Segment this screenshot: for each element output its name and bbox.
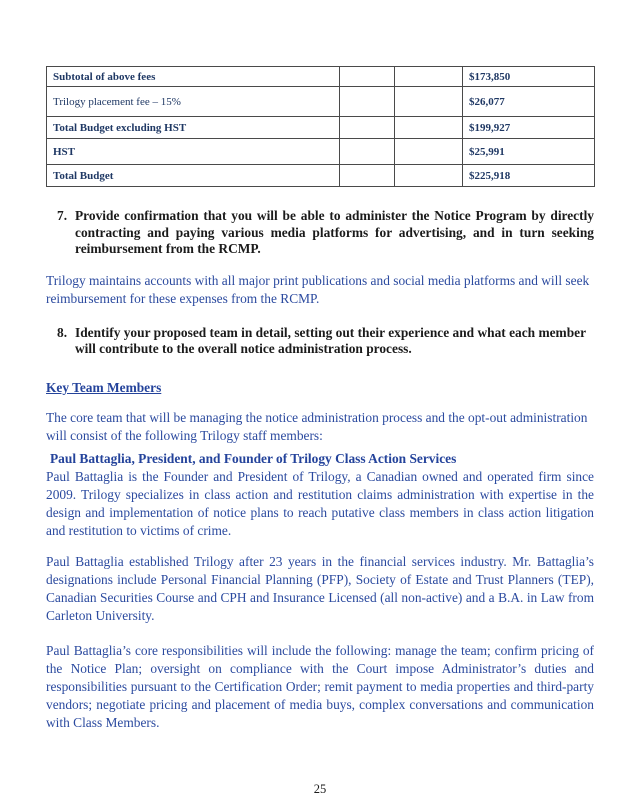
row-label: Subtotal of above fees [47, 67, 340, 87]
empty-cell [395, 165, 463, 187]
row-label: Total Budget excluding HST [47, 117, 340, 139]
page-number: 25 [313, 781, 327, 796]
budget-table [46, 66, 595, 187]
item-text: Provide confirmation that you will be able to administer the Notice Program by directly contracting and paying various media platforms for advertising, and in turn seeking reimbursement from the RCMP. [75, 208, 594, 257]
empty-cell [395, 87, 463, 117]
item-text: Identify your proposed team in detail, setting out their experience and what each member will contribute to the overall notice administration process. [75, 324, 586, 357]
numbered-item-8 [46, 325, 594, 358]
row-value: $199,927 [463, 117, 595, 139]
row-label: Total Budget [47, 165, 340, 187]
empty-cell [340, 117, 395, 139]
empty-cell [395, 67, 463, 87]
paragraph-paul-bio-2: Paul Battaglia established Trilogy after 23 years in the financial services industry. Mr. Battaglia’s designations include Personal Financial Planning (PFP), Society of Estate and Trust Planners (TEP), Canadian Securities Course and CPH and Insurance Licensed (all non-active) and a B.A. in Law from Carleton University. [46, 553, 594, 623]
row-value: $25,991 [463, 139, 595, 165]
table-row [47, 165, 595, 187]
paragraph-core-team-intro: The core team that will be managing the notice administration process and the opt-out administration will consist of the following Trilogy staff members: [46, 409, 588, 443]
paragraph-trilogy-accounts: Trilogy maintains accounts with all major print publications and social media platforms and will seek reimbursement for these expenses from the RCMP. [46, 272, 590, 306]
paul-battaglia-title: Paul Battaglia, President, and Founder of Trilogy Class Action Services [50, 450, 457, 466]
table-row [47, 87, 595, 117]
paragraph-paul-bio-3: Paul Battaglia’s core responsibilities will include the following: manage the team; confirm pricing of the Notice Plan; oversight on compliance with the Court impose Administrator’s duties and responsibilities pursuant to the Certification Order; remit payment to media properties and third-party vendors; negotiate pricing and placement of media buys, complex conversations and communication with Class Members. [46, 642, 594, 730]
empty-cell [340, 165, 395, 187]
key-team-members-heading: Key Team Members [46, 379, 162, 395]
empty-cell [395, 139, 463, 165]
paragraph-paul-bio-1: Paul Battaglia is the Founder and President of Trilogy, a Canadian owned and operated firm since 2009. Trilogy specializes in class action and restitution claims administration with expertise in the design and implementation of notice plans to reach putative class members in class action litigation and restitution to victims of crime. [46, 468, 594, 538]
row-value: $173,850 [463, 67, 595, 87]
empty-cell [395, 117, 463, 139]
empty-cell [340, 139, 395, 165]
row-value: $26,077 [463, 87, 595, 117]
table-row [47, 67, 595, 87]
numbered-item-7 [46, 208, 594, 258]
empty-cell [340, 67, 395, 87]
row-label: HST [47, 139, 340, 165]
row-value: $225,918 [463, 165, 595, 187]
row-label: Trilogy placement fee – 15% [47, 87, 340, 117]
table-row [47, 117, 595, 139]
table-row [47, 139, 595, 165]
item-number: 8. [57, 324, 68, 340]
item-number: 7. [57, 208, 68, 223]
empty-cell [340, 87, 395, 117]
